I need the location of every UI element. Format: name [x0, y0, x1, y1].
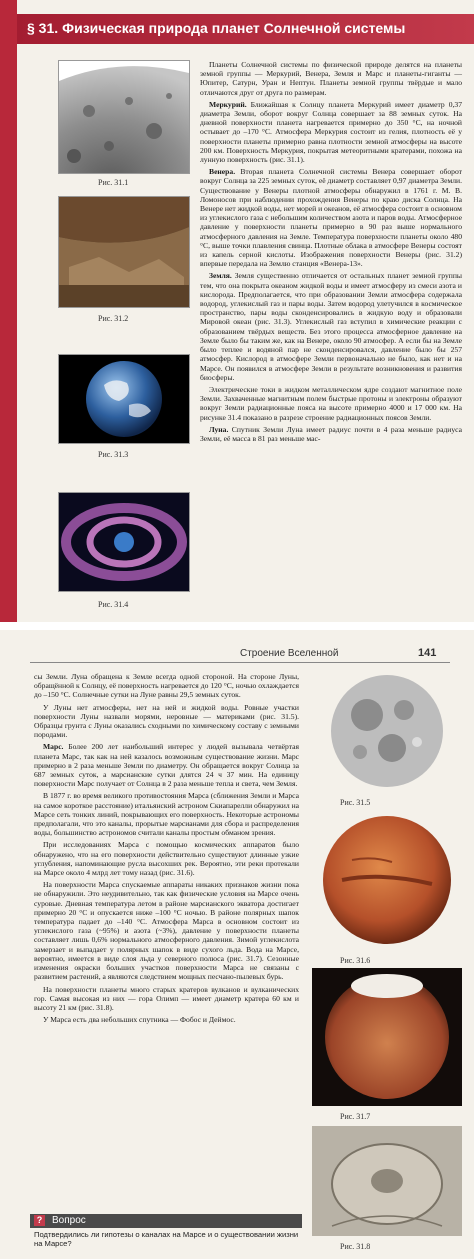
paragraph-mars-surface: На поверхности Марса спускаемые аппараты никаких признаков жизни пока не обнаружили. Это неудивительно, так как физические условия на Марсе очень суровые. Дневная температура летом в районе марсианского экватора достигает примерно 20 °С и опускается ниже –100 °С ночью. В районе полярных шапок температура падает до –140 °С. Атмосфера Марса в основном состоит из углекислого газа (~95%) и азота (~3%), давление у поверхности планеты составляет лишь 0,6% нормального атмосферного давления. Зимой углекислота замерзает и выпадает у полярных шапок в виде сухого льда. Вода на Марсе, вероятно, имеется в виде слоя льда у северного полюса (рис. 31.7). Сезонные изменения окраски больших участков поверхности Марса не связаны с развитием растений, а являются следствием мощных песчано-пылевых бурь. — [34, 880, 299, 982]
text-column — [34, 672, 299, 1027]
figure-caption: Рис. 31.1 — [98, 178, 129, 187]
figure-caption: Рис. 31.3 — [98, 450, 129, 459]
olympus-mons-photo — [312, 1126, 462, 1236]
term-earth: Земля. — [209, 271, 232, 281]
radiation-belts-diagram — [58, 492, 190, 592]
section-title — [27, 20, 405, 36]
paragraph-moon-continued: сы Земли. Луна обращена к Земле всегда одной стороной. На стороне Луны, обращённой к Солнцу, её поверхность нагревается до 120 °С, ночью охлаждается до –150 °С. Солнечные сутки на Луне равны 29,5 земных суток. — [34, 672, 299, 700]
paragraph-earth: Земля. Земля существенно отличается от остальных планет земной группы тем, что она покрыта океаном жидкой воды и имеет атмосферу из смеси азота и кислорода. Предполагается, что при образовании Земли атмосфера содержала водород, углекислый газ и пары воды. Затем водород улетучился в космическое пространство, пары воды сконденсировались в жидкую воду и образовали Мировой океан (рис. 31.3). Углекислый газ вступил в химические реакции с образованием твёрдых веществ. Без этого процесса атмосферное давление на Земле было бы таким же, как на Венере, около 90 атмосфер. А если бы на Земле было теплее и водяной пар не сконденсировался, давление было бы 257 атмосфер. Кислород в атмосфере Земли первоначально не было, как нет и на Марсе. Он появился в атмосфере Земли в результате возникновения и развития биосферы. — [200, 271, 462, 382]
paragraph-mars-moons: У Марса есть два небольших спутника — Фобос и Деймос. — [43, 1015, 236, 1025]
red-margin-strip — [0, 0, 17, 622]
section-title-bar — [17, 14, 474, 44]
paragraph-intro: Планеты Солнечной системы по физической природе делятся на планеты земной группы — Меркурий, Венера, Земля и Марс и планеты-гиганты — Юпитер, Сатурн, Уран и Нептун. Планеты земной группы твёрдые и мало отличаются друг от друга по размерам. — [200, 60, 462, 97]
figure-caption: Рис. 31.2 — [98, 314, 129, 323]
figure-caption: Рис. 31.7 — [340, 1112, 371, 1121]
textbook-page-140 — [0, 0, 474, 622]
term-moon: Луна. — [209, 424, 229, 434]
section-number: § 31. — [27, 20, 59, 36]
mercury-photo — [58, 60, 190, 174]
paragraph-mars-craters: На поверхности планеты много старых кратеров вулканов и вулканических гор. Самая высокая из них — гора Олимп — имеет диаметр кратера 60 км и высоту 21 км (рис. 31.8). — [34, 984, 299, 1012]
earth-photo — [58, 354, 190, 444]
paragraph-mars-1877: В 1877 г. во время великого противостояния Марса (сближения Земли и Марса на самое короткое расстояние) итальянский астроном Скиапарелли обнаружил на Марсе сеть тонких линий, покрывающих его поверхность. Некоторые астрономы предполагали, что это каналы, прорытые марсианами для сбора и распределения воды, большинство астрономов считали каналы простым обманом зрения. — [34, 791, 299, 838]
mars-photo — [312, 810, 462, 950]
paragraph-moon-surface: У Луны нет атмосферы, нет на ней и жидкой воды. Ровные участки поверхности Луны назвали морями, неровные — материками (рис. 31.5). Образцы грунта с Луны оказались сходными по химическому составу с земными породами. — [34, 702, 299, 740]
textbook-page-141 — [0, 630, 474, 1259]
page-number: 141 — [418, 647, 437, 659]
paragraph-moon: Луна. Спутник Земли Луна имеет радиус почти в 4 раза меньше радиуса Земли, её масса в 81 раз меньше мас- — [200, 424, 462, 443]
running-header: Строение Вселенной — [240, 648, 339, 659]
figure-caption: Рис. 31.6 — [340, 956, 371, 965]
mars-polar-cap-photo — [312, 968, 462, 1106]
paragraph-venus: Венера. Вторая планета Солнечной системы Венера совершает оборот вокруг Солнца за 225 земных суток, её диаметр составляет 0,97 диаметра Земли. Существование у Венеры плотной атмосферы обнаружил в 1761 г. М. В. Ломоносов при наблюдении прохождения Венеры по краю диска Солнца. На Венере нет жидкой воды, нет морей и океанов, её атмосфера состоит в основном из углекислого газа с небольшим количеством азота и паров воды. Атмосферное давление у поверхности планеты примерно в 90 раз выше нормального атмосферного давления на Земле. Температура поверхности планеты около 480 °С, выше точки плавления свинца. Плотные облака в атмосфере Венеры состоят из капель серной кислоты. Изображения поверхности Венеры (рис. 31.2) впервые передала на Землю станция «Венера-13». — [200, 167, 462, 269]
term-venus: Венера. — [209, 167, 236, 177]
text-column — [200, 60, 462, 446]
figure-caption: Рис. 31.4 — [98, 600, 129, 609]
question-mark-icon: ? — [34, 1215, 45, 1226]
paragraph-mars-probes: При исследованиях Марса с помощью космических аппаратов было обнаружено, что на его поверхности действительно существуют длинные узкие углубления, напоминающие русла высохших рек. Вероятно, эти реки протекали на Марсе около 4 млрд лет тому назад (рис. 31.6). — [34, 840, 299, 878]
paragraph-mars: Марс. Более 200 лет наибольший интерес у людей вызывала четвёртая планета Марс, так как на ней казалось возможным существование жизни. Марс примерно в 2 раза меньше Земли по диаметру. Он обращается вокруг Солнца за 687 земных суток, а марсианские сутки длятся 24 ч 37 мин. На единицу поверхности Марс получает от Солнца в 2 раза меньше тепла и света, чем Земля. — [34, 742, 299, 789]
figure-caption: Рис. 31.5 — [340, 798, 371, 807]
question-label: Вопрос — [52, 1215, 86, 1226]
question-text: Подтвердились ли гипотезы о каналах на Марсе и о существовании жизни на Марсе? — [34, 1230, 299, 1248]
term-mercury: Меркурий. — [209, 99, 247, 109]
figure-caption: Рис. 31.8 — [340, 1242, 371, 1251]
venus-surface-photo — [58, 196, 190, 308]
paragraph-mercury: Меркурий. Ближайшая к Солнцу планета Меркурий имеет диаметр 0,37 диаметра Земли, оборот вокруг Солнца совершает за 88 земных суток. На дневной поверхности планета нагревается примерно до 350 °С, на ночной остывает до –170 °С. Атмосфера Меркурия состоит из гелия, плотность её у поверхности планеты примерно равна плотности земной атмосферы на высоте 200 км. Поверхность Меркурия, покрытая метеоритными кратерами, похожа на лунную поверхность (рис. 31.1). — [200, 99, 462, 165]
section-title-text: Физическая природа планет Солнечной системы — [62, 20, 406, 36]
paragraph-magnetic-field: Электрические токи в жидком металлическом ядре создают магнитное поле Земли. Захваченные магнитным полем быстрые протоны и электроны образуют вокруг Земли радиационные пояса на высоте примерно 4000 и 17 000 км. На рисунке 31.4 показано в разрезе строение радиационных поясов Земли. — [200, 384, 462, 422]
page-gap — [0, 622, 474, 630]
header-rule — [30, 662, 450, 663]
term-mars: Марс. — [43, 742, 64, 752]
question-header-bar — [30, 1214, 302, 1228]
moon-photo — [312, 670, 462, 792]
